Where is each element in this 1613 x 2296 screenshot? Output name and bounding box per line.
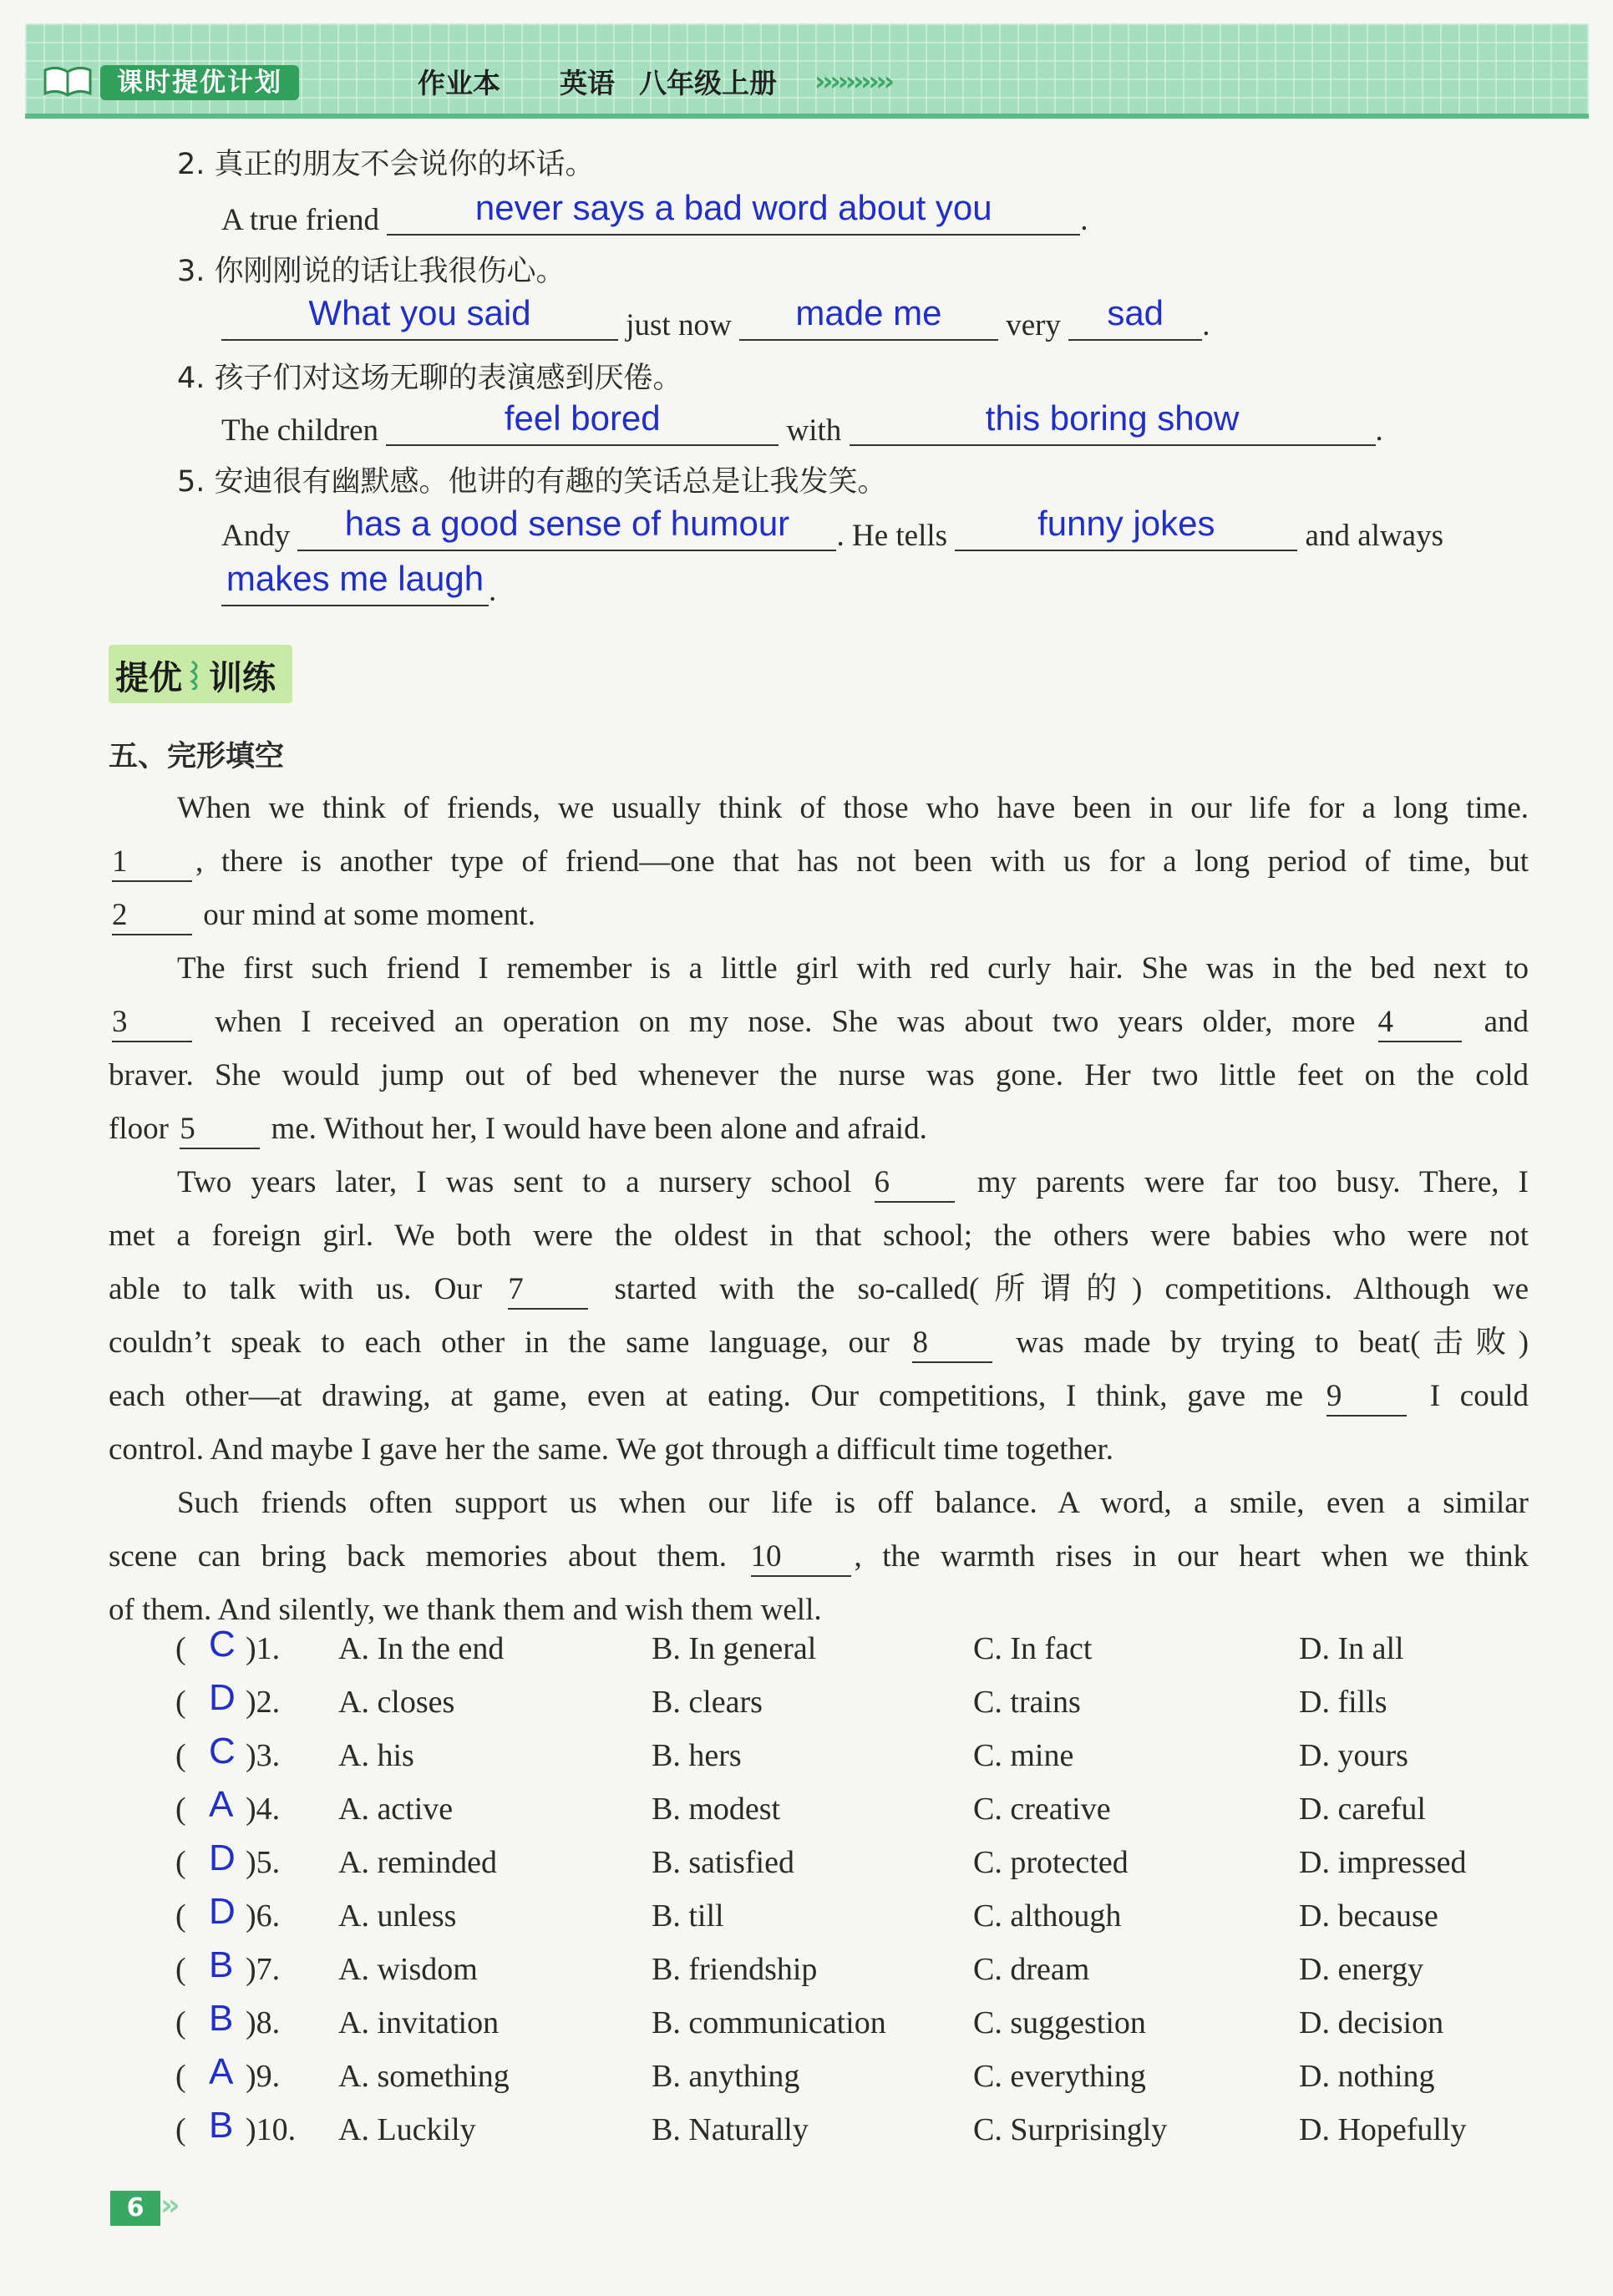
option-b[interactable]: B. communication [652, 2005, 886, 2040]
passage-line: each other—at drawing, at game, even at eating. Our competitions, I think, gave me 9 I could [109, 1370, 1529, 1423]
gap-10[interactable]: 10 [751, 1538, 851, 1577]
option-d[interactable]: D. nothing [1299, 2059, 1435, 2094]
answer-paren: ( [175, 1792, 186, 1827]
selected-answer[interactable]: A [209, 2051, 234, 2092]
option-b[interactable]: B. clears [652, 1685, 763, 1720]
passage-line: couldn’t speak to each other in the same language, our 8 was made by trying to beat(击败) [109, 1316, 1529, 1370]
wave-icon [189, 660, 204, 690]
option-c[interactable]: C. trains [973, 1685, 1081, 1720]
q5-blank-1[interactable]: has a good sense of humour [297, 513, 836, 551]
option-d[interactable]: D. Hopefully [1299, 2112, 1467, 2147]
grade: 八年级上册 [639, 67, 777, 99]
q2-answer-line: A true friend never says a bad word about you . [221, 188, 1088, 237]
option-d[interactable]: D. yours [1299, 1738, 1408, 1773]
answer-paren: ( [175, 1631, 186, 1666]
option-a[interactable]: A. something [338, 2059, 510, 2094]
passage-line: 3 when I received an operation on my nose. She was about two years older, more 4 and [109, 996, 1529, 1049]
option-b[interactable]: B. modest [652, 1792, 781, 1827]
question-number: )10. [246, 2112, 297, 2147]
option-d[interactable]: D. careful [1299, 1792, 1426, 1827]
passage-line: scene can bring back memories about them. 10 , the warmth rises in our heart when we think [109, 1530, 1529, 1584]
question-number: )4. [246, 1792, 281, 1827]
q3-answer-line: What you said just now made me very sad . [221, 302, 1210, 347]
selected-answer[interactable]: A [209, 1784, 234, 1825]
passage-line: 2 our mind at some moment. [109, 889, 1529, 942]
passage-line: The first such friend I remember is a little girl with red curly hair. She was in the bed next to [177, 951, 1529, 986]
q3-blank-2[interactable]: made me [739, 302, 998, 341]
option-b[interactable]: B. In general [652, 1631, 817, 1666]
gap-9[interactable]: 9 [1326, 1378, 1407, 1417]
option-d[interactable]: D. because [1299, 1898, 1438, 1934]
gap-7[interactable]: 7 [508, 1271, 588, 1310]
cloze-heading: 五、完形填空 [109, 740, 285, 773]
q3-blank-1[interactable]: What you said [221, 302, 618, 341]
question-number: )1. [246, 1631, 281, 1666]
option-b[interactable]: B. hers [652, 1738, 742, 1773]
passage-line: braver. She would jump out of bed whenever the nurse was gone. Her two little feet on the cold [109, 1058, 1529, 1092]
passage-line: control. And maybe I gave her the same. We got through a difficult time together. [109, 1432, 1113, 1467]
q4-answer-line: The children feel bored with this boring show . [221, 398, 1383, 448]
option-b[interactable]: B. Naturally [652, 2112, 809, 2147]
gap-6[interactable]: 6 [875, 1164, 955, 1203]
option-d[interactable]: D. impressed [1299, 1845, 1467, 1880]
option-d[interactable]: D. In all [1299, 1631, 1404, 1666]
option-b[interactable]: B. anything [652, 2059, 800, 2094]
passage-line: met a foreign girl. We both were the oldest in that school; the others were babies who were not [109, 1219, 1529, 1253]
passage-line: Such friends often support us when our life is off balance. A word, a smile, even a similar [177, 1486, 1529, 1520]
passage-line: Two years later, I was sent to a nursery school 6 my parents were far too busy. There, I [109, 1156, 1529, 1209]
answer-paren: ( [175, 1952, 186, 1987]
selected-answer[interactable]: D [209, 1837, 236, 1878]
answer-paren: ( [175, 1738, 186, 1773]
q4-prompt: 4. 孩子们对这场无聊的表演感到厌倦。 [177, 362, 682, 395]
answer-paren: ( [175, 1898, 186, 1934]
option-c[interactable]: C. Surprisingly [973, 2112, 1168, 2147]
answer-paren: ( [175, 1845, 186, 1880]
passage-line: When we think of friends, we usually think of those who have been in our life for a long time. [177, 791, 1529, 825]
option-c[interactable]: C. creative [973, 1792, 1111, 1827]
gap-2[interactable]: 2 [112, 897, 192, 935]
option-a[interactable]: A. active [338, 1792, 454, 1827]
q4-blank-2[interactable]: this boring show [850, 408, 1376, 446]
question-number: )7. [246, 1952, 281, 1987]
option-d[interactable]: D. energy [1299, 1952, 1424, 1987]
book-type: 作业本 [418, 67, 500, 99]
q5-blank-3[interactable]: makes me laugh [221, 568, 489, 606]
passage-line: able to talk with us. Our 7 started with the so-called(所谓的) competitions. Although we [109, 1263, 1529, 1316]
question-number: )6. [246, 1898, 281, 1934]
footer-arrow-icon: ›› [160, 2188, 175, 2223]
option-a[interactable]: A. Luckily [338, 2112, 476, 2147]
option-b[interactable]: B. till [652, 1898, 724, 1934]
selected-answer[interactable]: B [209, 1998, 234, 2039]
selected-answer[interactable]: C [209, 1624, 236, 1665]
gap-1[interactable]: 1 [112, 844, 192, 882]
option-a[interactable]: A. wisdom [338, 1952, 478, 1987]
gap-4[interactable]: 4 [1378, 1004, 1462, 1042]
q5-blank-2[interactable]: funny jokes [955, 513, 1297, 551]
q2-blank[interactable]: never says a bad word about you [387, 197, 1080, 236]
q4-blank-1[interactable]: feel bored [386, 408, 779, 446]
answer-paren: ( [175, 2112, 186, 2147]
option-c[interactable]: C. everything [973, 2059, 1146, 2094]
page-number: 6 [110, 2191, 160, 2226]
answer-paren: ( [175, 2059, 186, 2094]
option-d[interactable]: D. fills [1299, 1685, 1387, 1720]
answer-paren: ( [175, 2005, 186, 2040]
subject: 英语 [560, 67, 615, 99]
question-number: )5. [246, 1845, 281, 1880]
q5-prompt: 5. 安迪很有幽默感。他讲的有趣的笑话总是让我发笑。 [177, 465, 887, 499]
question-number: )9. [246, 2059, 281, 2094]
option-a[interactable]: A. In the end [338, 1631, 505, 1666]
option-c[interactable]: C. protected [973, 1845, 1129, 1880]
option-b[interactable]: B. satisfied [652, 1845, 794, 1880]
header-arrows: ›››››››››› [814, 65, 891, 97]
gap-8[interactable]: 8 [912, 1325, 992, 1363]
gap-5[interactable]: 5 [180, 1111, 260, 1149]
selected-answer[interactable]: C [209, 1731, 236, 1771]
option-a[interactable]: A. his [338, 1738, 414, 1773]
option-a[interactable]: A. reminded [338, 1845, 497, 1880]
option-a[interactable]: A. closes [338, 1685, 455, 1720]
option-c[interactable]: C. mine [973, 1738, 1074, 1773]
selected-answer[interactable]: D [209, 1677, 236, 1718]
page-header [25, 23, 1589, 119]
passage-line: 1 , there is another type of friend—one that has not been with us for a long period of time, but [109, 835, 1529, 889]
option-b[interactable]: B. friendship [652, 1952, 818, 1987]
option-a[interactable]: A. invitation [338, 2005, 500, 2040]
option-a[interactable]: A. unless [338, 1898, 457, 1934]
question-number: )8. [246, 2005, 281, 2040]
q5-answer-line-2: makes me laugh . [221, 568, 496, 612]
option-d[interactable]: D. decision [1299, 2005, 1444, 2040]
cloze-passage [109, 782, 1529, 1637]
series-badge: 课时提优计划 [100, 65, 299, 100]
answer-paren: ( [175, 1685, 186, 1720]
book-icon [42, 63, 94, 99]
q3-prompt: 3. 你刚刚说的话让我很伤心。 [177, 255, 566, 288]
q2-prompt: 2. 真正的朋友不会说你的坏话。 [177, 148, 595, 181]
gap-3[interactable]: 3 [112, 1004, 192, 1042]
passage-line: of them. And silently, we thank them and wish them well. [109, 1593, 822, 1627]
q5-answer-line: Andy has a good sense of humour . He tells funny jokes and always [221, 504, 1443, 553]
selected-answer[interactable]: B [209, 2105, 234, 2146]
question-number: )3. [246, 1738, 281, 1773]
passage-line: floor 5 me. Without her, I would have been alone and afraid. [109, 1102, 1529, 1156]
option-c[interactable]: C. dream [973, 1952, 1090, 1987]
option-c[interactable]: C. In fact [973, 1631, 1093, 1666]
option-c[interactable]: C. suggestion [973, 2005, 1146, 2040]
question-number: )2. [246, 1685, 281, 1720]
q3-blank-3[interactable]: sad [1068, 302, 1202, 341]
selected-answer[interactable]: D [209, 1891, 236, 1932]
section-title: 提优 训练 [109, 645, 292, 703]
option-c[interactable]: C. although [973, 1898, 1122, 1934]
selected-answer[interactable]: B [209, 1944, 234, 1985]
